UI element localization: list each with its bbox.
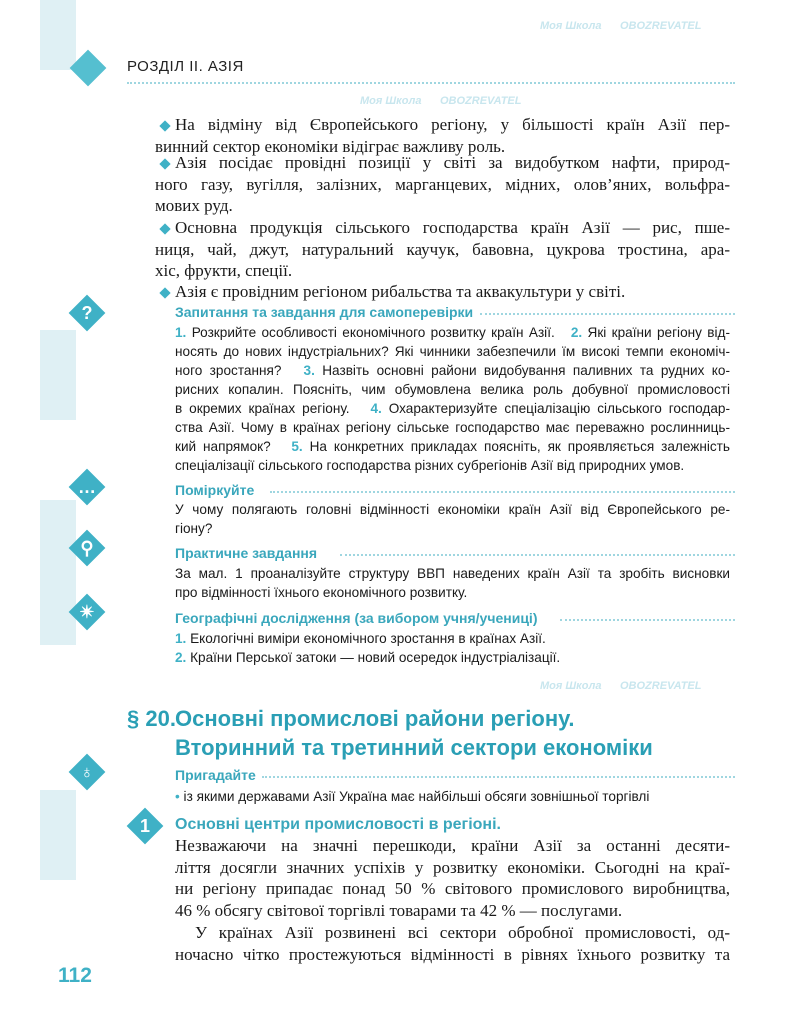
question-number: 2.	[570, 325, 583, 340]
section-title: Основні промислові райони регіону.	[175, 706, 575, 731]
question-number: 4.	[370, 401, 382, 416]
question-number: 1.	[175, 325, 187, 340]
subsection-text	[175, 835, 730, 965]
subsection-heading: Основні центри промисловості в регіоні.	[175, 816, 501, 833]
page-number: 112	[58, 964, 92, 987]
question-line: носять до нових індустріальних? Які чинники забезпечили їм високі темпи економіч-	[175, 344, 730, 359]
header-divider	[127, 82, 735, 84]
question-line: ного зростання? 3. Назвіть основні райони видобування паливних та рудних ко-	[175, 363, 730, 378]
text-line: хіс, фрукти, спеції.	[155, 261, 293, 281]
watermark: Моя Школа	[360, 95, 422, 107]
question-number: 5.	[291, 439, 303, 454]
question-line: 1. Розкрийте особливості економічного розвитку країн Азії. 2. Які країни регіону від-	[175, 325, 730, 340]
text-line: мових руд.	[155, 196, 233, 216]
question-icon: ?	[67, 293, 107, 333]
section-number: § 20.	[127, 706, 176, 731]
practice-heading: Практичне завдання	[175, 545, 318, 561]
research-heading: Географічні дослідження (за вибором учня/учениці)	[175, 610, 538, 626]
summary-item	[155, 217, 730, 282]
chapter-diamond-icon	[68, 48, 108, 88]
text-line: 46 % обсягу світової торгівлі товарами та 42 % — послугами.	[175, 901, 623, 921]
question-number: 3.	[303, 363, 315, 378]
watermark: OBOZREVATEL	[440, 95, 522, 107]
margin-band	[40, 790, 76, 880]
research-item: 1. Екологічні виміри економічного зростання в країнах Азії.	[175, 631, 546, 646]
question-line: спеціалізації сільського господарства різних субрегіонів Азії від природних умов.	[175, 458, 685, 473]
question-line: ства Азії. Чому в країнах регіону сільське господарство має переважно рослинниць-	[175, 420, 730, 435]
practice-text	[175, 564, 730, 602]
text-line: про відмінності їхнього економічного розвитку.	[175, 585, 468, 600]
lightbulb-icon: ♁	[67, 752, 107, 792]
text-line: ниця, чай, джут, натуральний каучук, бавовна, цукрова тростина, ара-	[155, 239, 730, 259]
question-line: в окремих країнах регіону. 4. Охарактеризуйте спеціалізацію сільського господар-	[175, 401, 730, 416]
heading-divider	[340, 554, 735, 556]
compass-icon: ✴	[67, 592, 107, 632]
section-subtitle: Вторинний та третинний сектори економіки	[175, 735, 653, 760]
text-line: ночасно чітко простежуються відмінності в рівнях їхнього розвитку та	[175, 944, 730, 964]
watermark: Моя Школа	[540, 20, 602, 32]
text-line: У країнах Азії розвинені всі сектори обробної промисловості, од-	[195, 922, 730, 942]
text-line: Азія посідає провідні позиції у світі за видобутком нафти, природ-	[175, 153, 730, 172]
summary-item	[155, 152, 730, 217]
questions-heading: Запитання та завдання для самоперевірки	[175, 304, 474, 320]
text-line: винний сектор економіки відіграє важливу роль.	[155, 136, 506, 156]
heading-divider	[480, 313, 735, 315]
text-line: ни регіону припадає понад 50 % світового промислового виробництва,	[175, 879, 730, 899]
watermark: OBOZREVATEL	[620, 20, 702, 32]
margin-band	[40, 330, 76, 420]
question-line: кий напрямок? 5. На конкретних прикладах поясніть, як проявляється залежність	[175, 439, 730, 454]
text-line: Азія є провідним регіоном рибальства та аквакультури у світі.	[175, 282, 626, 301]
chapter-title: РОЗДІЛ ІІ. АЗІЯ	[127, 58, 244, 75]
summary-item	[155, 281, 730, 303]
think-heading: Поміркуйте	[175, 482, 255, 498]
text-line: ліття досягли значних успіхів у розвитку економіки. Сьогодні на краї-	[175, 857, 730, 877]
text-line: Незважаючи на значні перешкоди, країни Азії за останні десяти-	[175, 836, 730, 855]
text-line: гіону?	[175, 521, 213, 536]
recall-heading: Пригадайте	[175, 767, 256, 783]
chat-bubble-icon: …	[67, 467, 107, 507]
question-line: рисних копалин. Поясніть, чим обумовлена велика роль добувної промисловості	[175, 382, 730, 397]
text-line: У чому полягають головні відмінності економіки країн Азії від Європейського ре-	[175, 502, 730, 517]
subsection-number-badge: 1	[125, 806, 165, 846]
text-line: На відміну від Європейського регіону, у більшості країн Азії пер-	[175, 115, 730, 134]
text-line: Основна продукція сільського господарства країн Азії — рис, пше-	[175, 218, 730, 237]
research-item: 2. Країни Перської затоки — новий осередок індустріалізації.	[175, 650, 561, 665]
recall-bullet: • із якими державами Азії Україна має найбільші обсяги зовнішньої торгівлі	[175, 789, 650, 804]
research-list	[175, 629, 730, 667]
text-line: За мал. 1 проаналізуйте структуру ВВП наведених країн Азії та зробіть висновки	[175, 566, 730, 581]
text-line: ного газу, вугілля, залізних, марганцевих, мідних, олов’яних, вольфра-	[155, 174, 730, 194]
magnifier-icon: ⚲	[67, 528, 107, 568]
heading-divider	[262, 776, 735, 778]
summary-item	[155, 114, 730, 157]
questions-text	[175, 323, 730, 475]
heading-divider	[560, 619, 735, 621]
think-text	[175, 500, 730, 538]
heading-divider	[270, 491, 735, 493]
watermark: OBOZREVATEL	[620, 680, 702, 692]
watermark: Моя Школа	[540, 680, 602, 692]
